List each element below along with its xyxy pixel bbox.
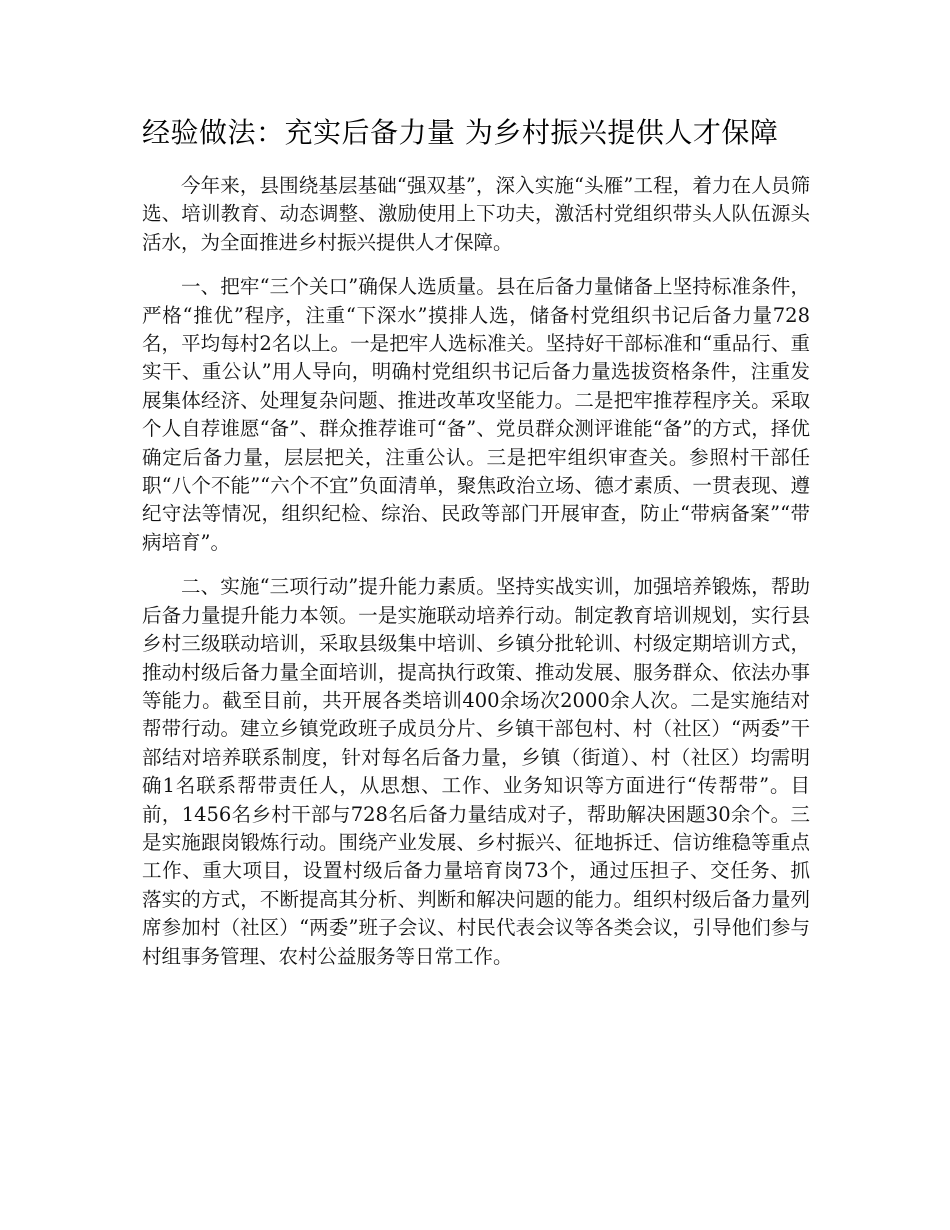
- document-page: [142, 112, 810, 987]
- paragraph-intro: 今年来，县围绕基层基础“强双基”，深入实施“头雁”工程，着力在人员筛选、培训教育、动态调整、激励使用上下功夫，激活村党组织带头人队伍源头活水，为全面推进乡村振兴提供人才保障。: [142, 174, 810, 254]
- document-title: 经验做法：充实后备力量 为乡村振兴提供人才保障: [142, 116, 779, 149]
- paragraph-section-one: 一、把牢“三个关口”确保人选质量。县在后备力量储备上坚持标准条件，严格“推优”程序，注重“下深水”摸排人选，储备村党组织书记后备力量728名，平均每村2名以上。一是把牢人选标准关。坚持好干部标准和“重品行、重实干、重公认”用人导向，明确村党组织书记后备力量选拔资格条件，注重发展集体经济、处理复杂问题、推进改革攻坚能力。二是把牢推荐程序关。采取个人自荐谁愿“备”、群众推荐谁可“备”、党员群众测评谁能“备”的方式，择优确定后备力量，层层把关，注重公认。三是把牢组织审查关。参照村干部任职“八个不能”“六个不宜”负面清单，聚焦政治立场、德才素质、一贯表现、遵纪守法等情况，组织纪检、综治、民政等部门开展审查，防止“带病备案”“带病培育”。: [142, 275, 810, 554]
- paragraph-section-two: 二、实施“三项行动”提升能力素质。坚持实战实训，加强培养锻炼，帮助后备力量提升能力本领。一是实施联动培养行动。制定教育培训规划，实行县乡村三级联动培训，采取县级集中培训、乡镇分批轮训、村级定期培训方式，推动村级后备力量全面培训，提高执行政策、推动发展、服务群众、依法办事等能力。截至目前，共开展各类培训400余场次2000余人次。二是实施结对帮带行动。建立乡镇党政班子成员分片、乡镇干部包村、村（社区）“两委”干部结对培养联系制度，针对每名后备力量，乡镇（街道）、村（社区）均需明确1名联系帮带责任人，从思想、工作、业务知识等方面进行“传帮带”。目前，1456名乡村干部与728名后备力量结成对子，帮助解决困题30余个。三是实施跟岗锻炼行动。围绕产业发展、乡村振兴、征地拆迁、信访维稳等重点工作、重大项目，设置村级后备力量培育岗73个，通过压担子、交任务、抓落实的方式，不断提高其分析、判断和解决问题的能力。组织村级后备力量列席参加村（社区）“两委”班子会议、村民代表会议等各类会议，引导他们参与村组事务管理、农村公益服务等日常工作。: [142, 575, 810, 968]
